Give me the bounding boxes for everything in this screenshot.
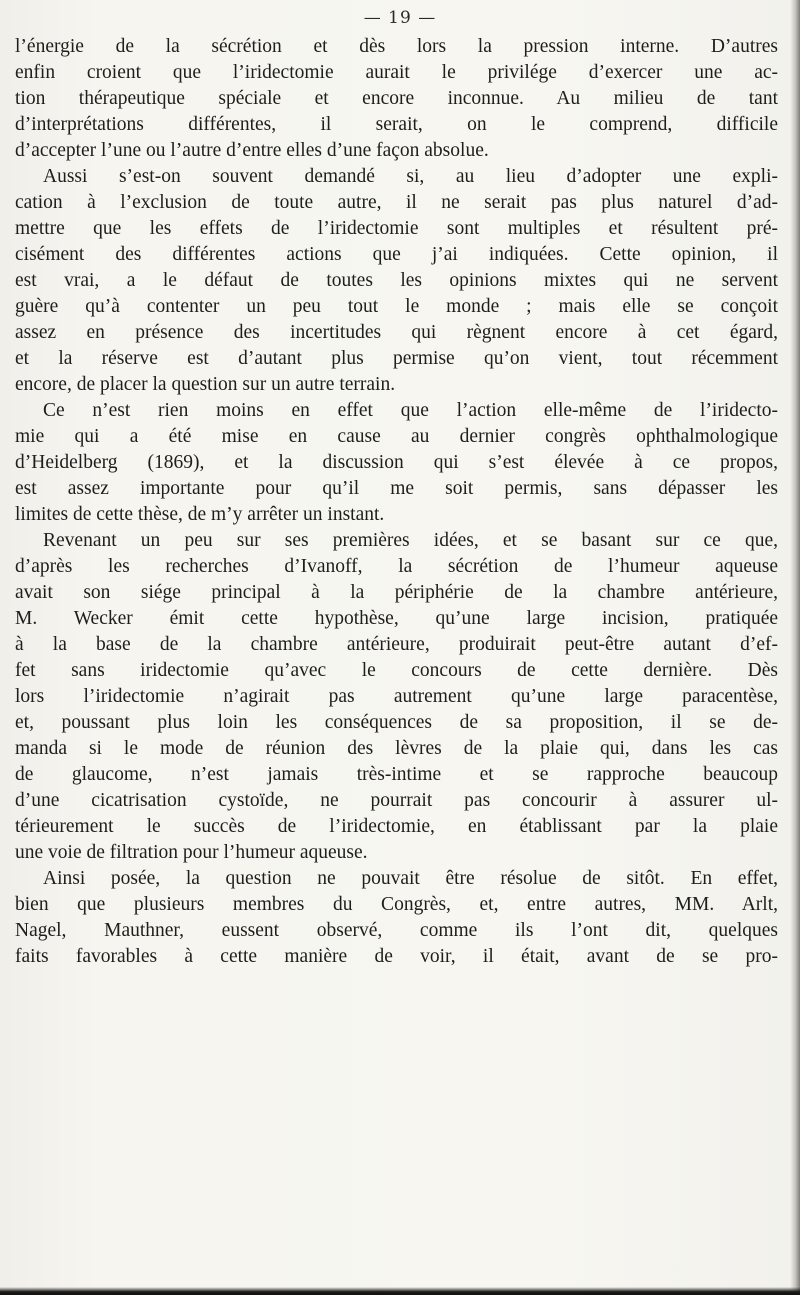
text-line: et, poussant plus loin les conséquences de sa proposition, il se de- — [15, 712, 778, 733]
text-line: est vrai, a le défaut de toutes les opinions mixtes qui ne servent — [15, 270, 778, 291]
page-edge-shadow — [790, 0, 800, 1295]
text-line: bien que plusieurs membres du Congrès, et, entre autres, MM. Arlt, — [15, 894, 778, 915]
text-line: Nagel, Mauthner, eussent observé, comme ils l’ont dit, quelques — [15, 920, 778, 941]
text-line: d’après les recherches d’Ivanoff, la sécrétion de l’humeur aqueuse — [15, 556, 778, 577]
text-line: d’une cicatrisation cystoïde, ne pourrait pas concourir à assurer ul- — [15, 790, 778, 811]
text-line: de glaucome, n’est jamais très-intime et se rapproche beaucoup — [15, 764, 778, 785]
text-line: et la réserve est d’autant plus permise qu’on vient, tout récemment — [15, 348, 778, 369]
text-line: guère qu’à contenter un peu tout le monde ; mais elle se conçoit — [15, 296, 778, 317]
text-line: d’interprétations différentes, il serait, on le comprend, difficile — [15, 114, 778, 135]
text-line: faits favorables à cette manière de voir, il était, avant de se pro- — [15, 946, 778, 967]
text-line: lors l’iridectomie n’agirait pas autrement qu’une large paracentèse, — [15, 686, 778, 707]
text-line: tion thérapeutique spéciale et encore inconnue. Au milieu de tant — [15, 88, 778, 109]
text-line: Ce n’est rien moins en effet que l’action elle-même de l’iridecto- — [43, 400, 778, 421]
text-line: térieurement le succès de l’iridectomie, en établissant par la plaie — [15, 816, 778, 837]
text-line: mettre que les effets de l’iridectomie sont multiples et résultent pré- — [15, 218, 778, 239]
page-number: — 19 — — [363, 8, 437, 28]
text-line: cation à l’exclusion de toute autre, il ne serait pas plus naturel d’ad- — [15, 192, 778, 213]
text-line: mie qui a été mise en cause au dernier congrès ophthalmologique — [15, 426, 778, 447]
text-line: est assez importante pour qu’il me soit permis, sans dépasser les — [15, 478, 778, 499]
text-line: M. Wecker émit cette hypothèse, qu’une large incision, pratiquée — [15, 608, 778, 629]
text-line: à la base de la chambre antérieure, produirait peut-être autant d’ef- — [15, 634, 778, 655]
text-line: une voie de filtration pour l’humeur aqueuse. — [15, 842, 368, 863]
text-line: d’accepter l’une ou l’autre d’entre elles d’une façon absolue. — [15, 140, 489, 161]
text-line: Revenant un peu sur ses premières idées, et se basant sur ce que, — [43, 530, 778, 551]
text-line: l’énergie de la sécrétion et dès lors la pression interne. D’autres — [15, 36, 778, 57]
text-line: encore, de placer la question sur un autre terrain. — [15, 374, 396, 395]
text-line: assez en présence des incertitudes qui règnent encore à cet égard, — [15, 322, 778, 343]
text-line: fet sans iridectomie qu’avec le concours de cette dernière. Dès — [15, 660, 778, 681]
text-line: avait son siége principal à la périphérie de la chambre antérieure, — [15, 582, 778, 603]
text-line: d’Heidelberg (1869), et la discussion qui s’est élevée à ce propos, — [15, 452, 778, 473]
scan-bottom-border — [0, 1287, 800, 1295]
text-line: enfin croient que l’iridectomie aurait le privilége d’exercer une ac- — [15, 62, 778, 83]
text-line: limites de cette thèse, de m’y arrêter un instant. — [15, 504, 385, 525]
text-line: manda si le mode de réunion des lèvres de la plaie qui, dans les cas — [15, 738, 778, 759]
text-line: Ainsi posée, la question ne pouvait être résolue de sitôt. En effet, — [43, 868, 778, 889]
text-line: cisément des différentes actions que j’ai indiquées. Cette opinion, il — [15, 244, 778, 265]
text-line: Aussi s’est-on souvent demandé si, au lieu d’adopter une expli- — [43, 166, 778, 187]
